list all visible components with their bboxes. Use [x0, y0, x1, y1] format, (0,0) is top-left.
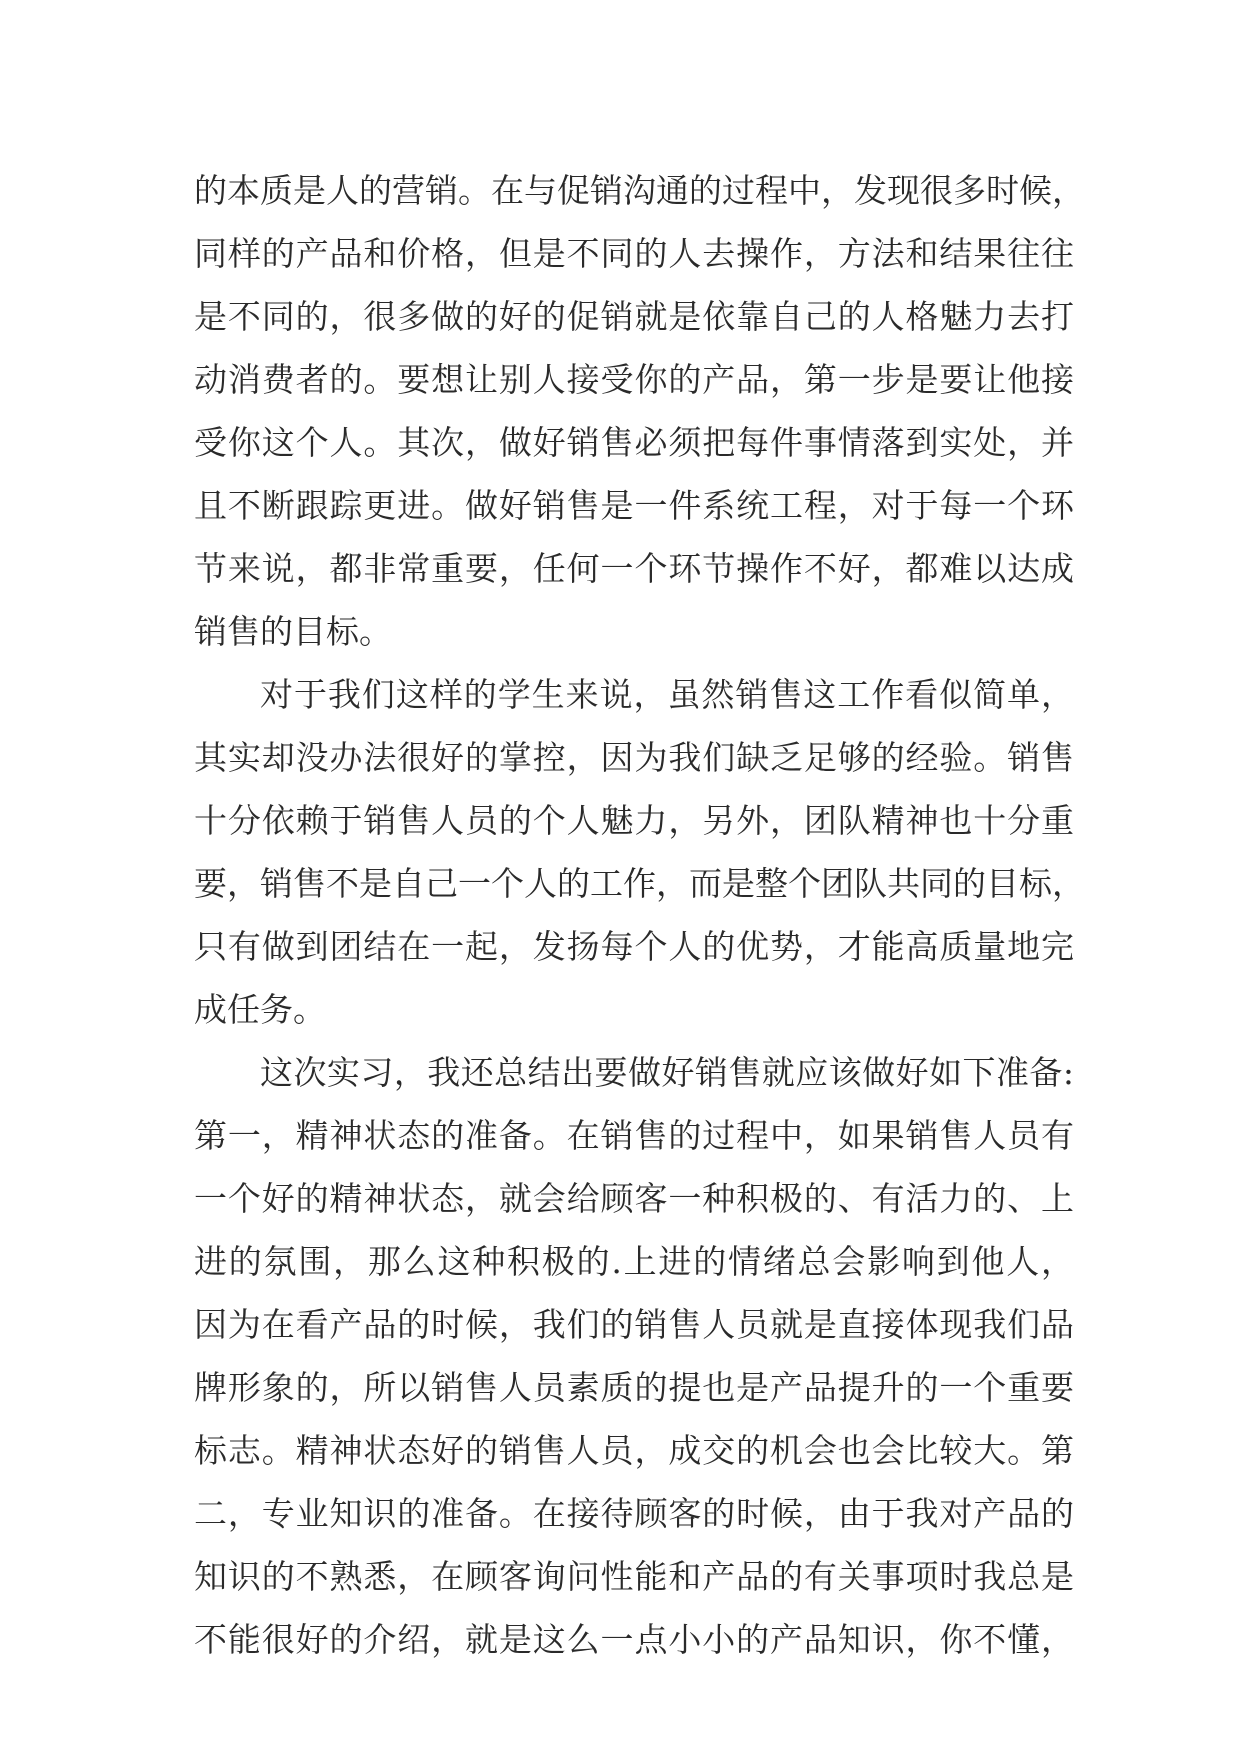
text-line: 销售的目标。	[194, 612, 392, 651]
text-line: 标志。精神状态好的销售人员，成交的机会也会比较大。第	[194, 1431, 1074, 1470]
text-line: 牌形象的，所以销售人员素质的提也是产品提升的一个重要	[194, 1368, 1074, 1407]
text-line: 二，专业知识的准备。在接待顾客的时候，由于我对产品的	[194, 1494, 1074, 1533]
text-line: 成任务。	[194, 990, 326, 1029]
text-line: 第一，精神状态的准备。在销售的过程中，如果销售人员有	[194, 1116, 1074, 1155]
text-line: 因为在看产品的时候，我们的销售人员就是直接体现我们品	[194, 1305, 1074, 1344]
text-line: 十分依赖于销售人员的个人魅力，另外，团队精神也十分重	[194, 801, 1074, 840]
text-line: 的本质是人的营销。在与促销沟通的过程中，发现很多时候，	[194, 171, 1085, 210]
body-text	[194, 159, 1085, 1671]
text-line: 进的氛围，那么这种积极的.上进的情绪总会影响到他人，	[194, 1242, 1074, 1281]
text-line: 要，销售不是自己一个人的工作，而是整个团队共同的目标，	[194, 864, 1085, 903]
text-line: 对于我们这样的学生来说，虽然销售这工作看似简单，	[260, 675, 1074, 714]
text-line: 同样的产品和价格，但是不同的人去操作，方法和结果往往	[194, 234, 1074, 273]
text-line: 且不断跟踪更进。做好销售是一件系统工程，对于每一个环	[194, 486, 1074, 525]
text-line: 是不同的，很多做的好的促销就是依靠自己的人格魅力去打	[194, 297, 1074, 336]
text-line: 一个好的精神状态，就会给顾客一种积极的、有活力的、上	[194, 1179, 1074, 1218]
text-line: 受你这个人。其次，做好销售必须把每件事情落到实处，并	[194, 423, 1074, 462]
text-line: 其实却没办法很好的掌控，因为我们缺乏足够的经验。销售	[194, 738, 1074, 777]
text-line: 知识的不熟悉，在顾客询问性能和产品的有关事项时我总是	[194, 1557, 1074, 1596]
text-line: 只有做到团结在一起，发扬每个人的优势，才能高质量地完	[194, 927, 1074, 966]
text-line: 节来说，都非常重要，任何一个环节操作不好，都难以达成	[194, 549, 1074, 588]
text-line: 这次实习，我还总结出要做好销售就应该做好如下准备:	[260, 1053, 1074, 1092]
text-line: 动消费者的。要想让别人接受你的产品，第一步是要让他接	[194, 360, 1074, 399]
text-line: 不能很好的介绍，就是这么一点小小的产品知识，你不懂，	[194, 1620, 1074, 1659]
